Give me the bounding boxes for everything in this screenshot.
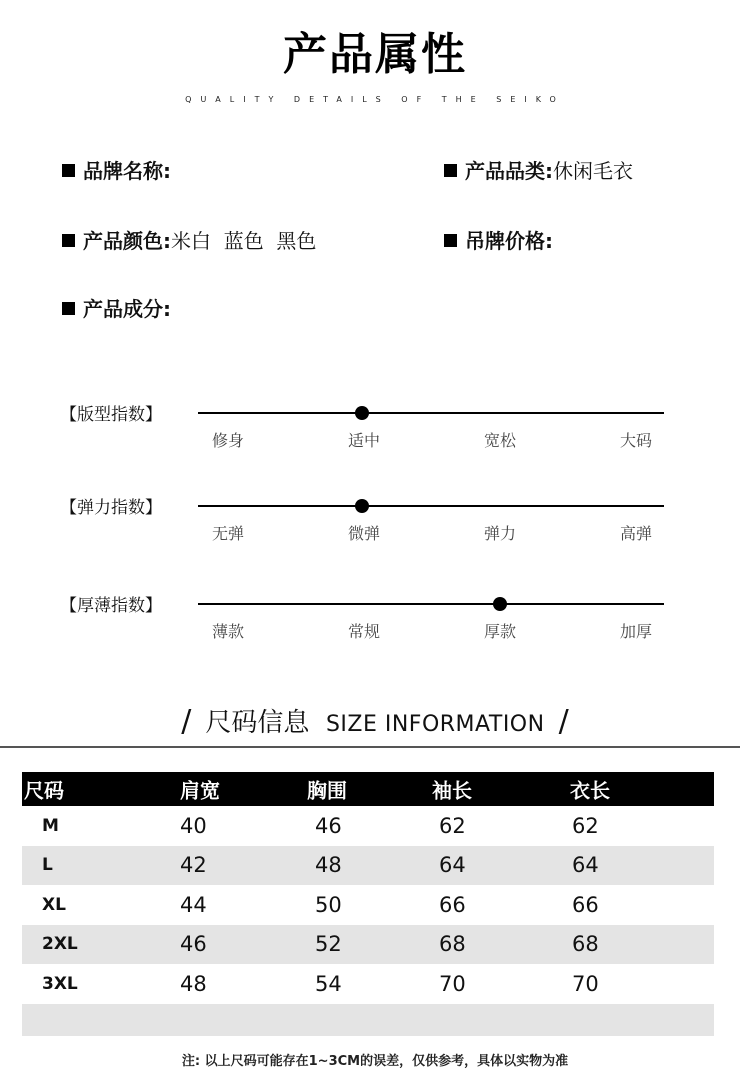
index-scale-line xyxy=(198,505,664,507)
page-subtitle: QUALITY DETAILS OF THE SEIKO xyxy=(185,95,565,104)
measurement-cell: 64 xyxy=(572,853,599,878)
measurement-cell: 48 xyxy=(180,971,207,996)
index-scale-line xyxy=(198,603,664,605)
measurement-cell: 66 xyxy=(572,892,599,917)
attr-composition-key: 产品成分: xyxy=(83,297,171,321)
attr-color-value: 米白 蓝色 黑色 xyxy=(171,229,317,253)
measurement-cell: 44 xyxy=(180,892,207,917)
table-row xyxy=(22,806,714,846)
index-option: 宽松 xyxy=(483,431,516,450)
size-heading-cn: 尺码信息 xyxy=(205,708,310,738)
size-heading-en: SIZE INFORMATION xyxy=(325,712,545,737)
index-option: 无弹 xyxy=(211,524,244,543)
slash-left: / xyxy=(181,704,192,739)
measurement-cell: 66 xyxy=(439,892,466,917)
measurement-cell: 50 xyxy=(315,892,342,917)
index-option: 薄款 xyxy=(211,622,244,641)
measurement-cell: 52 xyxy=(315,932,342,957)
attr-brand xyxy=(62,155,171,184)
size-table xyxy=(22,772,714,1036)
measurement-cell: 70 xyxy=(439,971,466,996)
size-label-cell: XL xyxy=(42,894,66,915)
attr-category-value: 休闲毛衣 xyxy=(553,159,633,183)
index-option: 微弹 xyxy=(347,524,380,543)
index-option: 弹力 xyxy=(483,524,516,543)
size-table-header xyxy=(22,772,714,806)
size-table-header-cell: 肩宽 xyxy=(180,778,220,803)
attr-color-key: 产品颜色: xyxy=(83,229,171,253)
section-divider xyxy=(0,746,740,748)
measurement-cell: 62 xyxy=(572,813,599,838)
attr-composition xyxy=(62,293,171,322)
bullet-square-icon xyxy=(444,164,457,177)
measurement-cell: 64 xyxy=(439,853,466,878)
table-row xyxy=(22,964,714,1004)
index-marker-dot xyxy=(355,406,369,420)
measurement-cell: 42 xyxy=(180,853,207,878)
index-option: 厚款 xyxy=(483,622,516,641)
index-option: 常规 xyxy=(347,622,380,641)
attr-price-key: 吊牌价格: xyxy=(465,229,553,253)
attr-category-key: 产品品类: xyxy=(465,159,553,183)
size-table-header-cell: 尺码 xyxy=(24,778,64,803)
attr-price xyxy=(444,225,553,254)
size-table-header-cell: 胸围 xyxy=(307,778,347,803)
size-note: 注: 以上尺码可能存在1~3CM的误差，仅供参考，具体以实物为准 xyxy=(181,1054,569,1069)
bullet-square-icon xyxy=(62,234,75,247)
measurement-cell: 70 xyxy=(572,971,599,996)
page-title: 产品属性 xyxy=(283,29,467,80)
measurement-cell: 68 xyxy=(572,932,599,957)
measurement-cell: 54 xyxy=(315,971,342,996)
measurement-cell: 46 xyxy=(315,813,342,838)
slash-right: / xyxy=(558,704,569,739)
index-label: 【弹力指数】 xyxy=(60,498,162,518)
measurement-cell: 62 xyxy=(439,813,466,838)
table-row xyxy=(22,846,714,886)
bullet-square-icon xyxy=(444,234,457,247)
index-option: 加厚 xyxy=(619,622,652,641)
table-row xyxy=(22,885,714,925)
table-row-empty xyxy=(22,1004,714,1036)
index-option: 修身 xyxy=(211,431,244,450)
table-row xyxy=(22,925,714,965)
index-marker-dot xyxy=(355,499,369,513)
size-label-cell: M xyxy=(42,815,59,836)
index-label: 【厚薄指数】 xyxy=(60,596,162,616)
size-heading xyxy=(0,702,750,739)
measurement-cell: 68 xyxy=(439,932,466,957)
index-scale-line xyxy=(198,412,664,414)
index-option: 高弹 xyxy=(619,524,652,543)
size-label-cell: L xyxy=(42,855,53,876)
index-marker-dot xyxy=(493,597,507,611)
size-table-header-cell: 衣长 xyxy=(570,778,610,803)
index-option: 适中 xyxy=(347,431,380,450)
attr-brand-key: 品牌名称: xyxy=(83,159,171,183)
index-label: 【版型指数】 xyxy=(60,405,162,425)
measurement-cell: 40 xyxy=(180,813,207,838)
size-label-cell: 3XL xyxy=(42,973,78,994)
index-option: 大码 xyxy=(619,431,652,450)
bullet-square-icon xyxy=(62,164,75,177)
bullet-square-icon xyxy=(62,302,75,315)
size-table-header-cell: 袖长 xyxy=(432,778,472,803)
attr-color xyxy=(62,225,316,254)
size-label-cell: 2XL xyxy=(42,934,78,955)
attr-category xyxy=(444,155,633,184)
measurement-cell: 46 xyxy=(180,932,207,957)
measurement-cell: 48 xyxy=(315,853,342,878)
